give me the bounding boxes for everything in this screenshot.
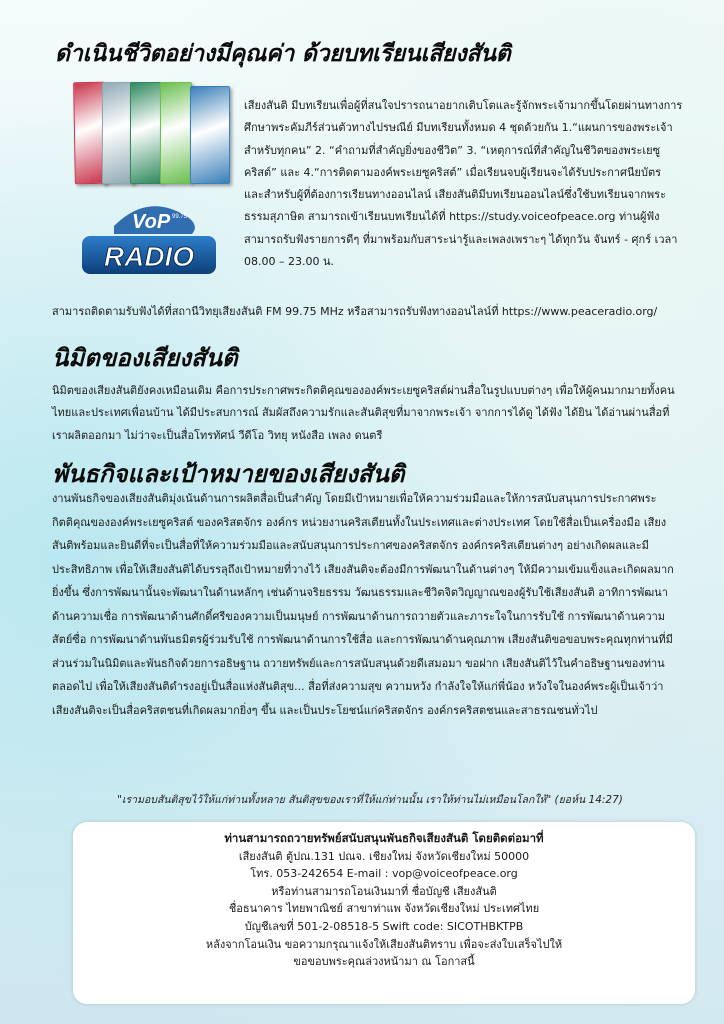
contact-line: ขอขอบพระคุณล่วงหน้ามา ณ โอกาสนี้: [293, 955, 475, 969]
vision-paragraph: นิมิตของเสียงสันติยังคงเหมือนเดิม คือการประกาศพระกิตติคุณขององค์พระเยซูคริสต์ผ่านสื่อในรูปแบบต่างๆ เพื่อให้ผู้คนมากมายทั้งคนไทยและประเทศเพื่อนบ้าน ได้มีประสบการณ์ สัมผัสถึงความรักและสันติสุขที่มาจากพระเจ้า จากการได้ดู ได้ฟัง ได้ยิน ได้อ่านผ่านสื่อที่เราผลิตออกมา ไม่ว่าจะเป็นสื่อโทรทัศน์ วีดีโอ วิทยุ หนังสือ เพลง ดนตรี: [52, 384, 675, 442]
mission-heading: พันธกิจและเป้าหมายของเสียงสันติ: [52, 460, 405, 488]
vop-radio-logo: [74, 196, 224, 286]
contact-line: ชื่อธนาคาร ไทยพาณิชย์ สาขาท่าแพ จังหวัดเชียงใหม่ ประเทศไทย: [228, 902, 540, 916]
logo-vop-text: VoP: [132, 211, 171, 233]
intro-paragraph: เสียงสันติ มีบทเรียนเพื่อผู้ที่สนใจปรารถนาอยากเติบโตและรู้จักพระเจ้ามากขึ้นโดยผ่านทางการศึกษาพระคัมภีร์ส่วนตัวทางไปรษณีย์ มีบทเรียนทั้งหมด 4 ชุดด้วยกัน 1.“แผนการของพระเจ้าสำหรับทุกคน” 2. “คำถามที่สำคัญยิ่งของชีวิต” 3. “เหตุการณ์ที่สำคัญในชีวิตของพระเยซูคริสต์” และ 4.“การติดตามองค์พระเยซูคริสต์” เมื่อเรียนจบผู้เรียนจะได้รับประกาศนียบัตร และสำหรับผู้ที่ต้องการเรียนทางออนไลน์ เสียงสันติมีบทเรียนออนไลน์ซึ่งใช้บทเรียนจากพระธรรมสุภาษิต สามารถเข้าเรียนบทเรียนได้ที่ https://study.voiceofpeace.org ท่านผู้ฟังสามารถรับฟังรายการดีๆ ที่มาพร้อมกับสาระน่ารู้และเพลงเพราะๆ ได้ทุกวัน จันทร์ - ศุกร์ เวลา 08.00 – 23.00 น.: [244, 99, 683, 269]
book-cover: [130, 82, 162, 184]
page-title: ดำเนินชีวิตอย่างมีคุณค่า ด้วยบทเรียนเสียงสันติ: [55, 41, 511, 67]
logo-radio-text: RADIO: [103, 241, 195, 272]
contact-line: บัญชีเลขที่ 501-2-08518-5 Swift code: SICOTHBKTPB: [244, 919, 524, 933]
contact-box: [73, 822, 695, 1004]
contact-title: ท่านสามารถถวายทรัพย์สนับสนุนพันธกิจเสียงสันติ โดยติดต่อมาที่: [224, 831, 544, 845]
bible-quote: "เรามอบสันติสุขไว้ให้แก่ท่านทั้งหลาย สันติสุขของเราที่ให้แก่ท่านนั้น เราให้ท่านไม่เหมือนโลกให้" (ยอห์น 14:27): [117, 794, 623, 806]
book-cover: [160, 82, 192, 184]
logo-frequency-text: 99.75: [172, 214, 188, 220]
contact-line: โทร. 053-242654 E-mail : vop@voiceofpeace.org: [250, 867, 518, 881]
contact-line: หลังจากโอนเงิน ขอความกรุณาแจ้งให้เสียงสันติทราบ เพื่อจะส่งใบเสร็จไปให้: [205, 937, 563, 951]
contact-line: หรือท่านสามารถโอนเงินมาที่ ชื่อบัญชี เสียงสันติ: [271, 884, 497, 898]
intro-paragraph-tail: สามารถติดตามรับฟังได้ที่สถานีวิทยุเสียงสันติ FM 99.75 MHz หรือสามารถรับฟังทางออนไลน์ที่ https://www.peaceradio.org/: [52, 305, 658, 318]
radio-logo-graphic: [74, 196, 224, 286]
mission-paragraph: งานพันธกิจของเสียงสันติมุ่งเน้นด้านการผลิตสื่อเป็นสำคัญ โดยมีเป้าหมายเพื่อให้ความร่วมมือและให้การสนับสนุนการประกาศพระกิตติคุณขององค์พระเยซูคริสต์ ของคริสตจักร องค์กร หน่วยงานคริสเตียนทั้งในประเทศและต่างประเทศ โดยใช้สื่อเป็นเครื่องมือ เสียงสันติพร้อมและยินดีที่จะเป็นสื่อที่ให้ความร่วมมือและสนับสนุนการประกาศของคริสตจักร องค์กรคริสเตียนต่างๆ อย่างเกิดผลและมีประสิทธิภาพ เพื่อให้เสียงสันติได้บรรลุถึงเป้าหมายที่วางไว้ เสียงสันติจะต้องมีการพัฒนาในด้านต่างๆ ให้มีความเข้มแข็งและเกิดผลมากยิ่งขึ้น ซึ่งการพัฒนานั้นจะพัฒนาในด้านหลักๆ เช่นด้านจริยธรรม วัฒนธรรมและชีวิตจิตวิญญาณของผู้รับใช้เสียงสันติ อาทิการพัฒนาด้านความเชื่อ การพัฒนาด้านศักดิ์ศรีของความเป็นมนุษย์ การพัฒนาด้านการถวายตัวและภาระใจในการรับใช้ การพัฒนาด้านความสัตย์ซื่อ การพัฒนาด้านพันธมิตรผู้ร่วมรับใช้ การพัฒนาด้านการใช้สื่อ และการพัฒนาด้านคุณภาพ เสียงสันติขอขอบพระคุณทุกท่านที่มีส่วนร่วมในนิมิตและพันธกิจด้วยการอธิษฐาน ถวายทรัพย์และการสนับสนุนด้วยดีเสมอมา ขอฝาก เสียงสันติไว้ในคำอธิษฐานของท่านตลอดไป เพื่อให้เสียงสันติดำรงอยู่เป็นสื่อแห่งสันติสุข... สื่อที่ส่งความสุข ความหวัง กำลังใจให้แก่พี่น้อง หวังใจในองค์พระผู้เป็นเจ้าว่าเสียงสันติจะเป็นสื่อคริสตชนที่เกิดผลมากยิ่งๆ ขึ้น และเป็นประโยชน์แก่คริสตจักร องค์กรคริสตชนและสาธรณชนทั่วไป: [52, 492, 674, 717]
book-cover: [190, 86, 230, 184]
vision-heading: นิมิตของเสียงสันติ: [52, 344, 238, 372]
contact-line: เสียงสันติ ตู้ปณ.131 ปณจ. เชียงใหม่ จังหวัดเชียงใหม่ 50000: [238, 849, 530, 863]
lesson-books-image: [74, 82, 232, 187]
